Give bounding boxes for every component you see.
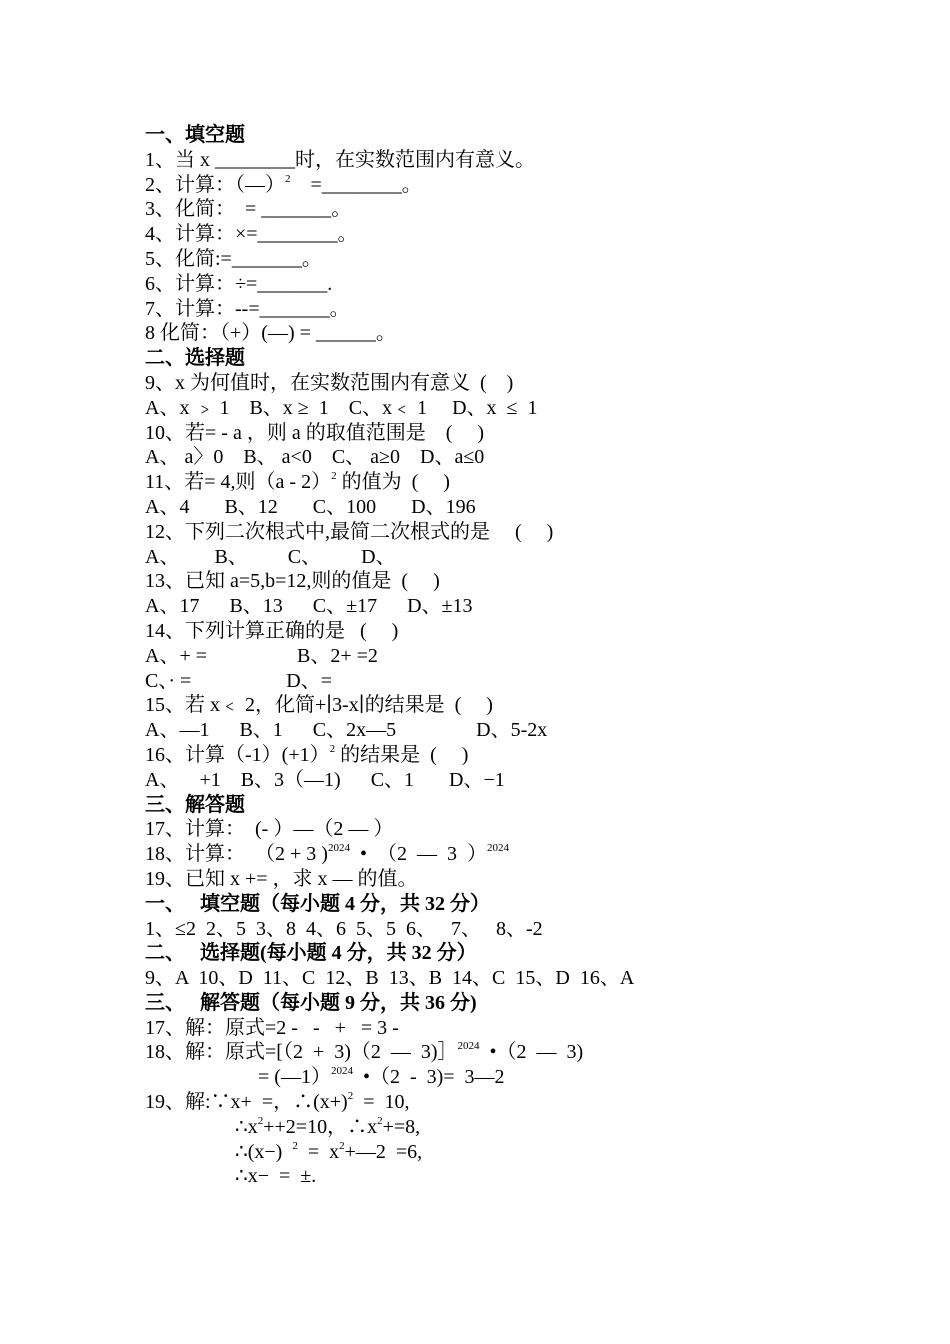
text-line: 1、≤2 2、5 3、8 4、6 5、5 6、 7、 8、-2 [145,917,543,940]
superscript: 2024 [457,1040,480,1053]
text-line: 14、下列计算正确的是 ( ) [145,619,399,642]
text-line [145,743,845,768]
text-line [145,842,845,867]
text-line: 10、若= - a ，则 a 的取值范围是 ( ) [145,421,485,444]
text-line: 9、A 10、D 11、C 12、B 13、B 14、C 15、D 16、A [145,967,635,990]
text-line: A、 +1 B、3（—1) C、1 D、−1 [145,768,505,791]
text-segment: ∴x [235,1115,258,1138]
text-line: A、+ = B、2+ =2 [145,644,378,667]
superscript: 2 [339,1139,345,1152]
text-line: 17、解：原式=2 - - + = 3 - [145,1016,399,1039]
text-segment: = 10, [353,1091,410,1114]
section-heading: 三、解答题 [145,793,245,816]
text-line: A、 B、 C、 D、 [145,545,396,568]
text-line: 9、x 为何值时，在实数范围内有意义 ( ) [145,371,514,394]
text-line: 13、已知 a=5,b=12,则的值是 ( ) [145,570,440,593]
text-line: 7、计算：--=_______。 [145,297,350,320]
superscript: 2 [257,1114,264,1127]
text-segment: 2、计算：（—） [145,173,285,196]
text-line: C、· = D、= [145,669,333,692]
text-segment: 的结果是 ( ) [335,743,469,766]
text-line: A、 a〉0 B、 a<0 C、 a≥0 D、a≤0 [145,446,485,469]
superscript: 2 [331,470,337,483]
text-segment: =________。 [290,173,422,196]
text-line: ∴x− = ±. [235,1165,317,1188]
text-line: 15、若 x﹤ 2，化简+∣3-x∣的结果是 ( ) [145,694,493,717]
text-segment: = (—1） [258,1066,331,1089]
superscript: 2 [377,1114,383,1127]
text-segment: 11、若= 4,则（a - 2） [145,471,332,494]
text-segment: •（2 — 3) [479,1041,584,1064]
text-segment: ++2=10，∴x [263,1115,378,1138]
text-line: 12、下列二次根式中,最简二次根式的是 ( ) [145,520,554,543]
text-line [145,173,845,198]
text-line: A、4 B、12 C、100 D、196 [145,495,476,518]
text-line [145,1115,845,1140]
text-line [145,1065,845,1090]
text-line [145,470,845,495]
text-segment: 16、计算（-1）(+1） [145,743,330,766]
text-segment: 18、计算： （2 + 3 ) [145,843,328,866]
text-segment: •（2 - 3)= 3—2 [352,1066,505,1089]
superscript: 2024 [327,842,350,855]
text-segment: +—2 =6, [344,1140,423,1163]
text-segment: 18、解：原式=[（2 + 3)（2 — 3)］ [145,1041,458,1064]
text-line: 19、已知 x += ，求 x — 的值。 [145,867,418,890]
superscript: 2 [285,172,291,185]
text-segment: • （2 — 3 ） [349,843,487,866]
text-segment: +=8, [382,1115,421,1138]
section-heading: 三、 解答题（每小题 9 分，共 36 分) [145,991,477,1014]
text-line: 1、当 x ________时，在实数范围内有意义。 [145,148,535,171]
text-line: A、17 B、13 C、±17 D、±13 [145,595,473,618]
text-line: A、x ﹥ 1 B、x ≥ 1 C、x﹤ 1 D、x ≤ 1 [145,396,538,419]
section-heading: 一、填空题 [145,124,245,146]
text-line: 5、化简:=_______。 [145,247,322,270]
text-line [145,1040,845,1065]
superscript: 2024 [330,1065,353,1078]
superscript: 2 [329,742,336,755]
section-heading: 一、 填空题（每小题 4 分，共 32 分） [145,892,490,915]
text-line: 6、计算：÷=_______. [145,272,333,295]
text-line: A、—1 B、1 C、2x—5 D、5-2x [145,719,548,742]
superscript: 2 [292,1139,298,1152]
text-segment: ∴(x−) [235,1140,293,1163]
superscript: 2 [347,1090,354,1103]
section-heading: 二、选择题 [145,347,245,370]
text-segment: 19、解:∵x+ =，∴(x+) [145,1091,348,1114]
section-heading: 二、 选择题(每小题 4 分，共 32 分） [145,942,477,965]
exam-document [145,123,845,1189]
text-line [145,1140,845,1165]
text-segment: = x [297,1140,340,1163]
text-line: 8 化简：（+）(—) = ______。 [145,322,396,345]
text-line: 17、计算： (- ）—（2 — ） [145,818,394,841]
text-line [145,1090,845,1115]
text-line: 3、化简： = _______。 [145,198,352,221]
text-segment: 的值为 ( ) [336,471,450,494]
superscript: 2024 [486,842,509,855]
text-line: 4、计算：×=________。 [145,223,358,246]
